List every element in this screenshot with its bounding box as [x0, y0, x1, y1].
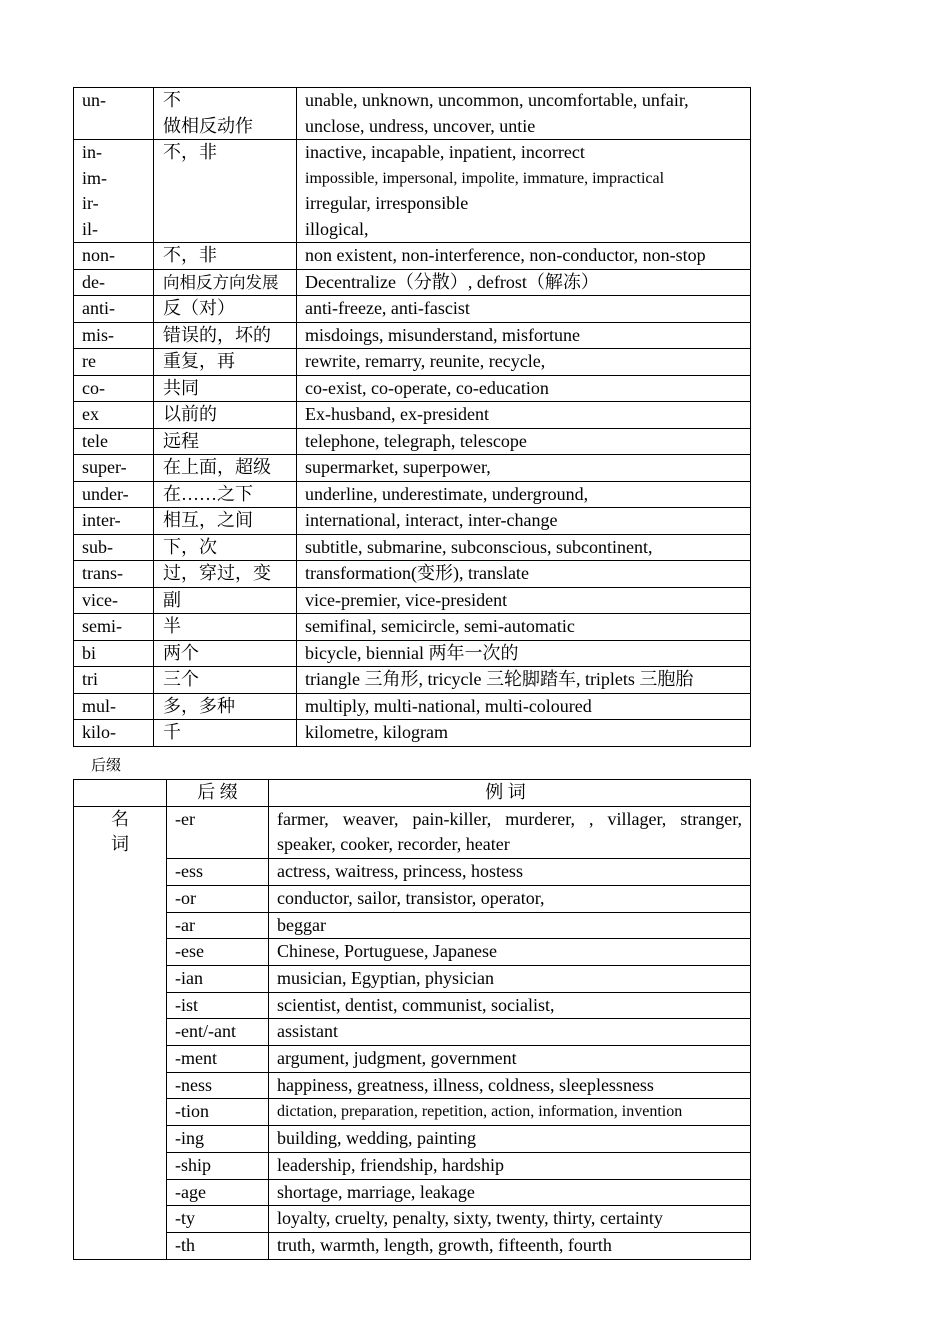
meaning-cell: [154, 720, 297, 747]
table-row: [74, 1126, 751, 1153]
prefix-cell: [74, 243, 154, 270]
examples-cell: actress, waitress, princess, hostess: [269, 859, 751, 886]
meaning-line: 相互，之间: [163, 510, 253, 530]
table-row: [74, 455, 751, 482]
suffix-cell: -ment: [167, 1046, 269, 1073]
header-category: [74, 780, 167, 807]
prefix-table-body: [74, 88, 751, 747]
prefix-cell: [74, 640, 154, 667]
examples-line: unclose, undress, uncover, untie: [305, 115, 536, 136]
meaning-line: 共同: [163, 377, 199, 398]
suffix-cell: -th: [167, 1232, 269, 1259]
examples-cell: conductor, sailor, transistor, operator,: [269, 885, 751, 912]
examples-line: kilometre, kilogram: [305, 722, 448, 742]
examples-cell: [297, 508, 751, 535]
meaning-line: 以前的: [163, 404, 217, 424]
examples-cell: [297, 720, 751, 747]
prefix-line: sub-: [82, 536, 113, 557]
category-label: 名: [111, 808, 129, 829]
prefix-line: in-: [82, 142, 102, 162]
examples-line: bicycle, biennial 两年一次的: [305, 642, 519, 663]
prefix-line: ex: [82, 404, 99, 424]
examples-cell: [297, 561, 751, 588]
examples-cell: scientist, dentist, communist, socialist,: [269, 992, 751, 1019]
examples-line: rewrite, remarry, reunite, recycle,: [305, 351, 546, 371]
examples-line: triangle 三角形, tricycle 三轮脚踏车, triplets 三胞胎: [305, 669, 694, 689]
meaning-cell: [154, 322, 297, 349]
suffix-table-header: [74, 780, 751, 807]
prefix-cell: [74, 587, 154, 614]
prefix-line: anti-: [82, 298, 115, 318]
examples-cell: [297, 614, 751, 641]
examples-cell: [297, 693, 751, 720]
prefix-line: un-: [82, 90, 106, 110]
prefix-cell: [74, 402, 154, 429]
prefix-line: super-: [82, 457, 127, 477]
meaning-line: 副: [163, 589, 181, 610]
meaning-cell: [154, 481, 297, 508]
suffix-cell: -ing: [167, 1126, 269, 1153]
examples-cell: [297, 587, 751, 614]
suffix-cell: -ian: [167, 965, 269, 992]
prefix-cell: [74, 375, 154, 402]
prefix-cell: [74, 140, 154, 243]
meaning-cell: [154, 88, 297, 140]
meaning-cell: [154, 428, 297, 455]
examples-cell: [297, 243, 751, 270]
table-row: [74, 992, 751, 1019]
suffix-cell: -ess: [167, 859, 269, 886]
meaning-cell: [154, 534, 297, 561]
prefix-line: re: [82, 351, 96, 371]
examples-line: co-exist, co-operate, co-education: [305, 377, 549, 398]
table-row: [74, 243, 751, 270]
examples-line: inactive, incapable, inpatient, incorrect: [305, 142, 585, 162]
examples-line: illogical,: [305, 218, 369, 239]
examples-line: Decentralize（分散）, defrost（解冻）: [305, 271, 599, 292]
examples-line: non existent, non-interference, non-conductor, non-stop: [305, 245, 706, 265]
table-row: [74, 428, 751, 455]
prefix-cell: [74, 269, 154, 296]
meaning-line: 反（对）: [163, 298, 235, 318]
examples-line: unable, unknown, uncommon, uncomfortable, unfair,: [305, 90, 689, 110]
prefix-line: bi: [82, 642, 97, 663]
prefix-line: semi-: [82, 616, 122, 636]
table-row: [74, 1019, 751, 1046]
meaning-cell: [154, 243, 297, 270]
table-row: [74, 269, 751, 296]
prefix-line: mis-: [82, 324, 115, 345]
prefix-line: tele: [82, 430, 108, 451]
meaning-cell: [154, 455, 297, 482]
table-row: [74, 912, 751, 939]
suffix-cell: -ist: [167, 992, 269, 1019]
suffix-section-label: 后缀: [91, 758, 122, 774]
examples-cell: Chinese, Portuguese, Japanese: [269, 939, 751, 966]
examples-cell: [297, 640, 751, 667]
examples-line: telephone, telegraph, telescope: [305, 430, 527, 451]
category-label: 词: [111, 833, 129, 854]
examples-cell: [297, 269, 751, 296]
suffix-cell: -ar: [167, 912, 269, 939]
suffix-cell: -ness: [167, 1072, 269, 1099]
examples-cell: farmer, weaver, pain-killer, murderer, , villager, stranger, speaker, cooker, recorder, heater: [269, 806, 751, 858]
meaning-cell: [154, 667, 297, 694]
prefix-cell: [74, 508, 154, 535]
table-row: [74, 402, 751, 429]
examples-cell: shortage, marriage, leakage: [269, 1179, 751, 1206]
table-row: [74, 508, 751, 535]
prefix-cell: [74, 667, 154, 694]
suffix-cell: -age: [167, 1179, 269, 1206]
suffix-cell: -tion: [167, 1099, 269, 1126]
suffix-table-body: [74, 780, 751, 1260]
examples-cell: [297, 481, 751, 508]
examples-cell: [297, 140, 751, 243]
suffix-cell: -or: [167, 885, 269, 912]
meaning-cell: [154, 587, 297, 614]
suffix-table: [73, 779, 751, 1260]
examples-cell: [297, 667, 751, 694]
table-row: [74, 561, 751, 588]
table-row: [74, 296, 751, 323]
prefix-line: tri: [82, 669, 98, 689]
prefix-line: co-: [82, 377, 105, 398]
prefix-cell: [74, 534, 154, 561]
prefix-line: kilo-: [82, 722, 116, 742]
table-row: [74, 614, 751, 641]
examples-cell: [297, 296, 751, 323]
prefix-line: under-: [82, 483, 129, 504]
examples-cell: beggar: [269, 912, 751, 939]
examples-cell: musician, Egyptian, physician: [269, 965, 751, 992]
examples-line: subtitle, submarine, subconscious, subcontinent,: [305, 536, 653, 557]
table-row: [74, 693, 751, 720]
meaning-line: 三个: [163, 669, 199, 689]
meaning-cell: [154, 508, 297, 535]
examples-cell: leadership, friendship, hardship: [269, 1152, 751, 1179]
examples-line: supermarket, superpower,: [305, 457, 491, 477]
table-row: [74, 140, 751, 243]
prefix-cell: [74, 614, 154, 641]
examples-line: semifinal, semicircle, semi-automatic: [305, 616, 575, 636]
meaning-cell: [154, 402, 297, 429]
prefix-cell: [74, 296, 154, 323]
table-row: [74, 885, 751, 912]
table-row: [74, 322, 751, 349]
meaning-line: 在……之下: [163, 483, 253, 504]
meaning-cell: [154, 561, 297, 588]
meaning-cell: [154, 140, 297, 243]
examples-cell: happiness, greatness, illness, coldness, sleeplessness: [269, 1072, 751, 1099]
table-row: [74, 1179, 751, 1206]
examples-cell: [297, 322, 751, 349]
table-row: [74, 88, 751, 140]
prefix-cell: [74, 481, 154, 508]
examples-line: anti-freeze, anti-fascist: [305, 298, 470, 318]
prefix-cell: [74, 455, 154, 482]
meaning-line: 半: [163, 616, 181, 636]
prefix-line: ir-: [82, 193, 99, 213]
examples-cell: assistant: [269, 1019, 751, 1046]
meaning-line: 重复，再: [163, 351, 235, 371]
examples-line: Ex-husband, ex-president: [305, 404, 489, 424]
meaning-line: 做相反动作: [163, 115, 253, 136]
prefix-cell: [74, 428, 154, 455]
prefix-cell: [74, 88, 154, 140]
meaning-cell: [154, 296, 297, 323]
meaning-line: 错误的，坏的: [163, 324, 271, 345]
prefix-line: im-: [82, 167, 107, 188]
examples-cell: [297, 455, 751, 482]
table-row: [74, 640, 751, 667]
examples-cell: loyalty, cruelty, penalty, sixty, twenty, thirty, certainty: [269, 1206, 751, 1233]
table-row: [74, 859, 751, 886]
suffix-cell: -ship: [167, 1152, 269, 1179]
table-row: [74, 375, 751, 402]
table-row: [74, 939, 751, 966]
prefix-cell: [74, 693, 154, 720]
prefix-table: [73, 87, 751, 747]
prefix-line: non-: [82, 245, 115, 265]
meaning-line: 远程: [163, 430, 199, 451]
table-row: [74, 1206, 751, 1233]
suffix-cell: -ent/-ant: [167, 1019, 269, 1046]
meaning-line: 不: [163, 90, 181, 110]
examples-line: misdoings, misunderstand, misfortune: [305, 324, 580, 345]
prefix-cell: [74, 322, 154, 349]
meaning-cell: [154, 269, 297, 296]
meaning-line: 多，多种: [163, 695, 235, 716]
meaning-line: 在上面，超级: [163, 457, 271, 477]
meaning-line: 两个: [163, 642, 199, 663]
examples-line: irregular, irresponsible: [305, 193, 469, 213]
table-row: [74, 1046, 751, 1073]
prefix-line: il-: [82, 218, 98, 239]
meaning-line: 千: [163, 722, 181, 742]
table-row: [74, 1072, 751, 1099]
prefix-line: trans-: [82, 563, 123, 583]
examples-line: transformation(变形), translate: [305, 563, 529, 583]
table-row: [74, 965, 751, 992]
examples-cell: [297, 88, 751, 140]
suffix-cell: -ty: [167, 1206, 269, 1233]
table-row: [74, 667, 751, 694]
suffix-cell: -ese: [167, 939, 269, 966]
prefix-line: de-: [82, 271, 105, 292]
examples-line: underline, underestimate, underground,: [305, 483, 589, 504]
meaning-line: 不，非: [163, 142, 217, 162]
prefix-cell: [74, 561, 154, 588]
table-row: [74, 1099, 751, 1126]
meaning-cell: [154, 349, 297, 376]
meaning-line: 过，穿过，变: [163, 563, 271, 583]
examples-cell: [297, 375, 751, 402]
examples-line: multiply, multi-national, multi-coloured: [305, 695, 592, 716]
examples-cell: building, wedding, painting: [269, 1126, 751, 1153]
table-row: [74, 349, 751, 376]
prefix-line: mul-: [82, 695, 116, 716]
table-row: [74, 720, 751, 747]
prefix-cell: [74, 349, 154, 376]
meaning-cell: [154, 693, 297, 720]
suffix-cell: -er: [167, 806, 269, 858]
table-row: [74, 1232, 751, 1259]
meaning-cell: [154, 375, 297, 402]
table-row: [74, 587, 751, 614]
examples-cell: truth, warmth, length, growth, fifteenth, fourth: [269, 1232, 751, 1259]
examples-line: international, interact, inter-change: [305, 510, 558, 530]
table-row: [74, 1152, 751, 1179]
examples-cell: [297, 428, 751, 455]
examples-line: vice-premier, vice-president: [305, 589, 508, 610]
table-row: [74, 806, 751, 858]
table-row: [74, 534, 751, 561]
examples-line: impossible, impersonal, impolite, immature, impractical: [305, 169, 665, 187]
header-examples: 例 词: [269, 780, 751, 807]
meaning-line: 不，非: [163, 245, 217, 265]
meaning-cell: [154, 640, 297, 667]
header-suffix: 后 缀: [167, 780, 269, 807]
examples-cell: dictation, preparation, repetition, action, information, invention: [269, 1099, 751, 1126]
examples-cell: [297, 534, 751, 561]
meaning-line: 下，次: [163, 536, 217, 557]
meaning-line: 向相反方向发展: [163, 272, 279, 292]
prefix-cell: [74, 720, 154, 747]
prefix-line: inter-: [82, 510, 121, 530]
examples-cell: [297, 402, 751, 429]
examples-cell: argument, judgment, government: [269, 1046, 751, 1073]
meaning-cell: [154, 614, 297, 641]
category-cell: [74, 806, 167, 1259]
examples-cell: [297, 349, 751, 376]
prefix-line: vice-: [82, 589, 118, 610]
table-row: [74, 481, 751, 508]
